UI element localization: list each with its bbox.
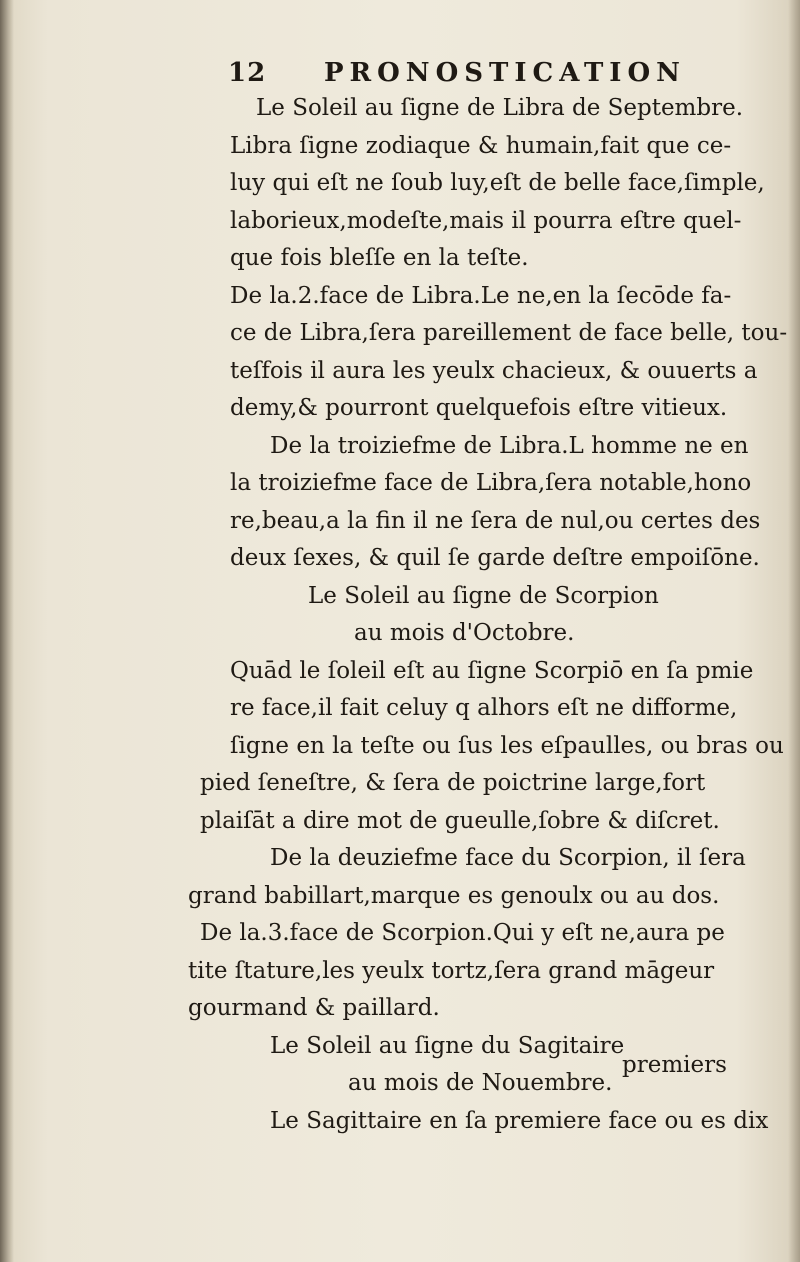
text-line: luy qui eſt ne ſoub luy,eſt de belle face,ſimple, bbox=[230, 170, 765, 196]
text-line: De la troiziefme de Libra.L homme ne en bbox=[270, 432, 749, 459]
text-line: re,beau,a la fin il ne ſera de nul,ou certes des bbox=[230, 507, 761, 534]
text-line: laborieux,modeſte,mais il pourra eſtre quel- bbox=[230, 207, 742, 234]
text-line: que fois bleſſe en la teſte. bbox=[230, 245, 529, 271]
text-line: re face,il fait celuy q alhors eſt ne difforme, bbox=[230, 695, 738, 721]
text-line: Quād le ſoleil eſt au ſigne Scorpiō en ſa pmie bbox=[230, 657, 754, 684]
text-line: De la.2.face de Libra.Le ne,en la ſecōde fa- bbox=[230, 282, 732, 309]
body-text bbox=[178, 90, 788, 1140]
text-line: De la deuziefme face du Scorpion, il ſera bbox=[270, 845, 746, 871]
text-line: tite ſtature,les yeulx tortz,ſera grand māgeur bbox=[188, 957, 715, 984]
page-gutter-shadow bbox=[0, 0, 14, 1262]
page-number: 12 bbox=[228, 58, 267, 88]
section-heading: Le Soleil au ſigne du Sagitaire bbox=[270, 1032, 625, 1059]
text-line: grand babillart,marque es genoulx ou au dos. bbox=[188, 882, 720, 909]
text-line: gourmand & paillard. bbox=[188, 995, 440, 1021]
text-line: la troiziefme face de Libra,ſera notable,hono bbox=[230, 470, 752, 496]
page-edge-shadow bbox=[788, 0, 800, 1262]
section-heading: au mois de Nouembre. bbox=[348, 1070, 613, 1096]
text-line: teſfois il aura les yeulx chacieux, & ouuerts a bbox=[230, 357, 758, 384]
text-line: Le Sagittaire en ſa premiere face ou es dix bbox=[270, 1107, 769, 1134]
text-line: pied ſeneſtre, & ſera de poictrine large,fort bbox=[200, 770, 706, 796]
section-heading: Le Soleil au ſigne de Scorpion bbox=[308, 582, 659, 609]
section-heading: Le Soleil au ſigne de Libra de Septembre. bbox=[256, 95, 744, 121]
text-line: De la.3.face de Scorpion.Qui y eſt ne,aura pe bbox=[200, 920, 725, 946]
section-heading: au mois d'Octobre. bbox=[354, 620, 575, 646]
text-line: deux ſexes, & quil ſe garde deſtre empoiſōne. bbox=[230, 545, 760, 571]
text-line: ſigne en la teſte ou ſus les eſpaulles, ou bras ou bbox=[230, 732, 784, 759]
text-line: plaiſāt a dire mot de gueulle,ſobre & diſcret. bbox=[200, 807, 720, 834]
running-head: PRONOSTICATION bbox=[324, 58, 686, 88]
text-line: ce de Libra,ſera pareillement de face belle, tou- bbox=[230, 320, 788, 346]
catchword: premiers bbox=[622, 1052, 727, 1078]
text-line: demy,& pourront quelquefois eſtre vitieux. bbox=[230, 395, 728, 421]
text-line: Libra ſigne zodiaque & humain,fait que ce- bbox=[230, 132, 732, 159]
